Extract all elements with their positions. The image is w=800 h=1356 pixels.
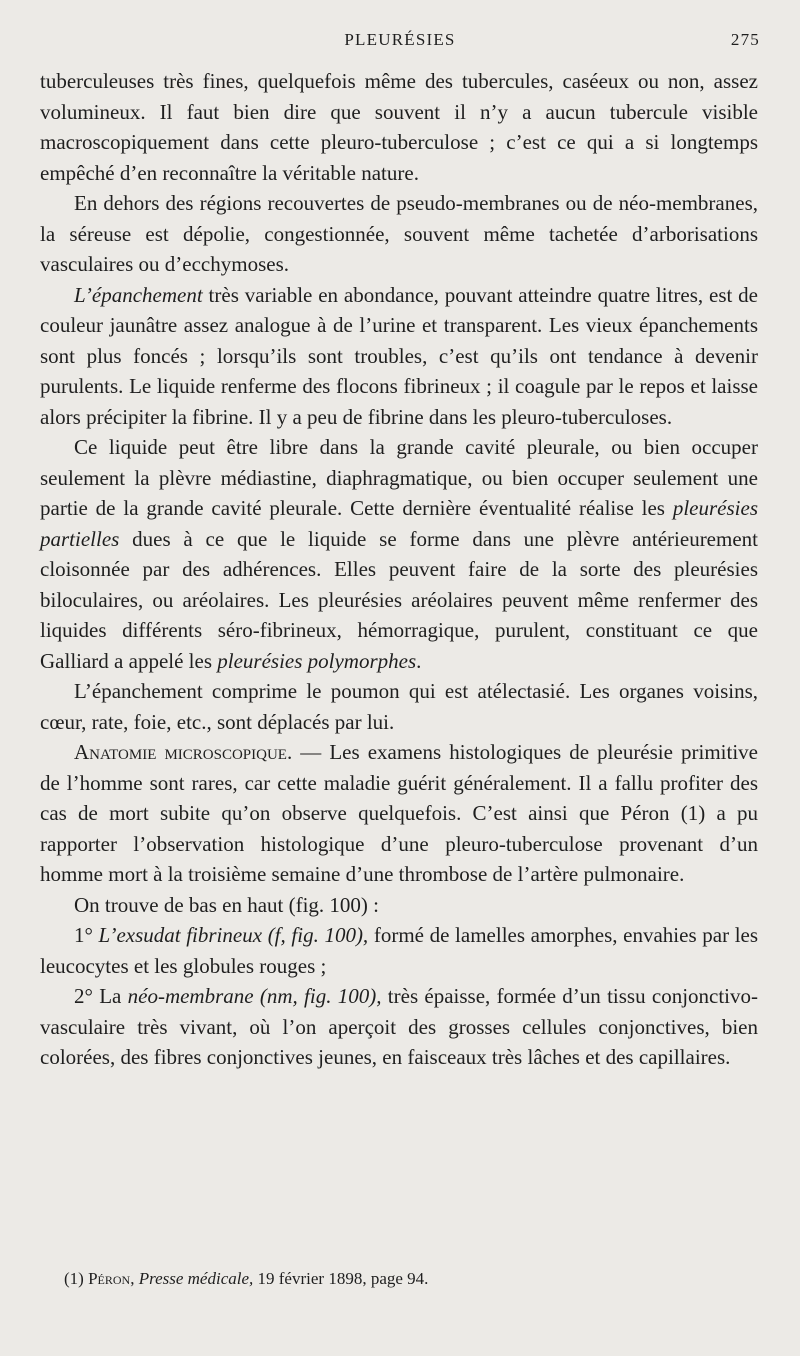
paragraph-6 xyxy=(40,737,758,890)
paragraph-4-end: . xyxy=(416,648,422,673)
footnote-marker: (1) xyxy=(64,1269,84,1288)
paragraph-2 xyxy=(40,188,758,280)
term-neo-membrane: néo-membrane xyxy=(127,984,254,1008)
body-text xyxy=(40,66,758,1073)
list-item-1 xyxy=(40,920,758,981)
list-item-2-text: très épaisse, formée d’un tissu conjonctivo-vasculaire très vivant, où l’on aperçoit des grosses cellules conjonctives, bien colorées, des fibres conjonctives jeunes, en faisceaux très lâches et des capillaires. xyxy=(40,984,759,1069)
page-number: 275 xyxy=(730,30,760,49)
list-item-1-figure-ref: (f, fig. 100), xyxy=(267,923,369,947)
list-item-2 xyxy=(40,981,758,1073)
footnote-details: 19 février 1898, page 94. xyxy=(257,1269,429,1288)
term-exsudat-fibrineux: L’exsudat fibrineux xyxy=(98,923,263,947)
footnote-author: Péron, xyxy=(88,1269,135,1288)
list-item-2-figure-ref: (nm, fig. 100), xyxy=(259,984,382,1008)
list-item-1-text: formé de lamelles amorphes, envahies par les leucocytes et les globules rouges ; xyxy=(40,923,759,978)
page-header xyxy=(40,30,760,58)
paragraph-3-text: très variable en abondance, pouvant atteindre quatre litres, est de couleur jaunâtre assez analogue à de l’urine et transparent. Les vieux épanchements sont plus foncés ; lorsqu’ils sont troubles, c’est qu’ils ont tendance à devenir purulents. Le liquide renferme des flocons fibrineux ; il coagule par le repos et laisse alors précipiter la fibrine. Il y a peu de fibrine dans les pleuro-tuberculoses. xyxy=(40,282,758,429)
paragraph-4-start: Ce liquide peut être libre dans la grande cavité pleurale, ou bien occuper seulement la plèvre médiastine, diaphragmatique, ou bien occuper seulement une partie de la grande cavité pleurale. Cette dernière éventualité réalise les xyxy=(40,435,758,520)
paragraph-1-text: tuberculeuses très fines, quelquefois même des tubercules, caséeux ou non, assez volumineux. Il faut bien dire que souvent il n’y a aucun tubercule visible macroscopiquement dans cette pleuro-tuberculose ; c’est ce qui a si longtemps empêché d’en reconnaître la véritable nature. xyxy=(40,69,758,185)
paragraph-5 xyxy=(40,676,758,737)
paragraph-4 xyxy=(40,432,758,676)
list-item-2-article: La xyxy=(99,984,122,1008)
term-pleuresies-partielles: pleurésies partielles xyxy=(40,496,758,551)
paragraph-4-middle: dues à ce que le liquide se forme dans une plèvre antérieurement cloisonnée par des adhérences. Elles peuvent faire de la sorte des pleurésies biloculaires, ou aréolaires. Les pleurésies aréolaires peuvent même renfermer des liquides différents séro-fibrineux, hémorragique, purulent, constituant ce que Galliard a appelé les xyxy=(40,526,758,673)
footnote xyxy=(64,1268,764,1290)
term-epanchement: L’épanchement xyxy=(74,282,203,307)
paragraph-5-text: L’épanchement comprime le poumon qui est atélectasié. Les organes voisins, cœur, rate, foie, etc., sont déplacés par lui. xyxy=(40,679,758,734)
paragraph-2-text: En dehors des régions recouvertes de pseudo-membranes ou de néo-membranes, la séreuse est dépolie, congestionnée, souvent même tachetée d’arborisations vasculaires ou d’ecchymoses. xyxy=(40,191,758,276)
paragraph-3 xyxy=(40,280,758,433)
paragraph-6-text: — Les examens histologiques de pleurésie primitive de l’homme sont rares, car cette maladie guérit généralement. Il a fallu profiter des cas de mort subite qu’on observe quelquefois. C’est ainsi que Péron (1) a pu rapporter l’observation histologique d’une pleuro-tuberculose provenant d’un homme mort à la troisième semaine d’une thrombose de l’artère pulmonaire. xyxy=(40,740,758,886)
running-title: PLEURÉSIES xyxy=(344,30,456,49)
list-item-2-number: 2° xyxy=(74,984,93,1008)
list-item-1-number: 1° xyxy=(74,923,93,947)
paragraph-7-text: On trouve de bas en haut (fig. 100) : xyxy=(74,892,380,917)
paragraph-7 xyxy=(40,890,758,921)
section-heading-anatomie-microscopique: Anatomie microscopique. xyxy=(74,740,293,764)
footnote-journal: Presse médicale, xyxy=(138,1269,254,1288)
paragraph-1 xyxy=(40,66,758,188)
term-pleuresies-polymorphes: pleurésies polymorphes xyxy=(217,648,417,673)
